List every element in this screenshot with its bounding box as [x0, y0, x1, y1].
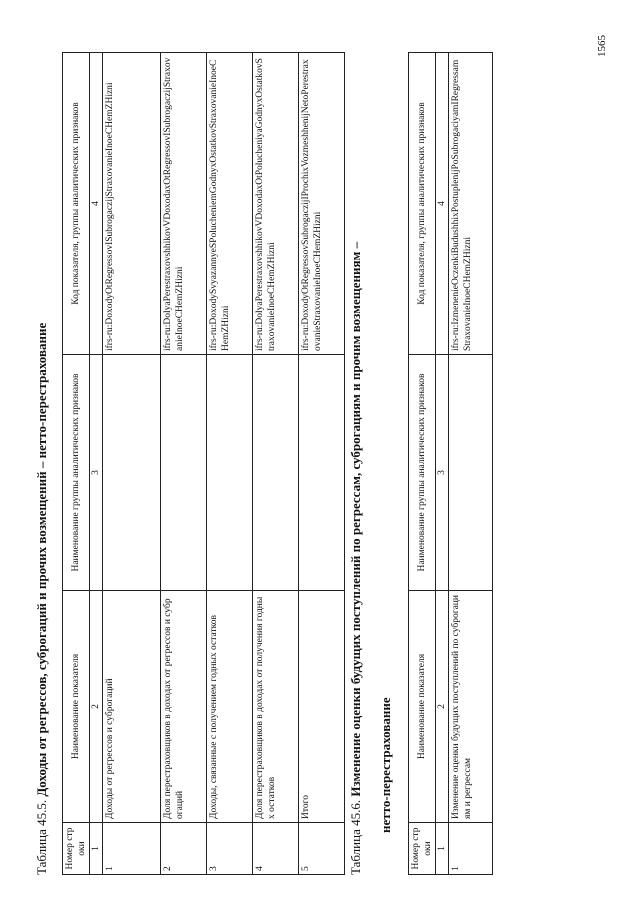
col-number: 3: [90, 355, 103, 591]
row-code: ifrs-ru:DoxodyOtRegressovSubrogaczijIProchixVozmeshhenijNetoPerestraxovanieStraxovanieInoeCHemZHizni: [299, 53, 345, 355]
header-row-number: Номер строки: [409, 823, 436, 875]
col-number: 4: [436, 53, 449, 355]
table1-header-row: [63, 53, 90, 875]
row-code: ifrs-ru:IzmenenieOczenkiBudushhixPostuplenijPoSubrogaciyamIRegressamStraxovanieInoeCHemZHizni: [449, 53, 493, 355]
table-row: [161, 53, 207, 875]
table2-caption-prefix: Таблица 45.6.: [348, 799, 363, 875]
header-code: Код показателя, группы аналитических признаков: [409, 53, 436, 355]
row-name: Изменение оценки будущих поступлений по суброгациям и регрессам: [449, 591, 493, 823]
col-number: 4: [90, 53, 103, 355]
rotated-page: [30, 30, 610, 875]
table2-column-numbers: [436, 53, 449, 875]
table-row: [207, 53, 253, 875]
row-name: Итого: [299, 591, 345, 823]
table1-caption: [34, 30, 50, 875]
table2-caption: [348, 30, 394, 875]
row-number: 5: [299, 823, 345, 875]
row-name: Доля перестраховщиков в доходах от регрессов и суброгаций: [161, 591, 207, 823]
header-indicator-name: Наименование показателя: [409, 591, 436, 823]
row-group: [253, 355, 299, 591]
row-code: ifrs-ru:DoxodyOtRegressovISubrogaczijStraxovanieInoeCHemZHizni: [103, 53, 161, 355]
row-number: 1: [103, 823, 161, 875]
header-group-name: Наименование группы аналитических признаков: [409, 355, 436, 591]
table1-caption-prefix: Таблица 45.5.: [34, 799, 49, 875]
table2: [408, 52, 493, 875]
row-code: ifrs-ru:DolyaPerestraxovshhikovVDoxodaxOtRegressovISubrogaczijStraxovanieInoeCHemZHizni: [161, 53, 207, 355]
col-number: 1: [90, 823, 103, 875]
row-number: 4: [253, 823, 299, 875]
row-number: 2: [161, 823, 207, 875]
table-row: [449, 53, 493, 875]
header-row-number: Номер строки: [63, 823, 90, 875]
col-number: 2: [436, 591, 449, 823]
header-indicator-name: Наименование показателя: [63, 591, 90, 823]
row-name: Доля перестраховщиков в доходах от получения годных остатков: [253, 591, 299, 823]
col-number: 1: [436, 823, 449, 875]
table2-caption-title-line2: нетто-перестрахование: [378, 697, 393, 833]
table1-caption-title: Доходы от регрессов, суброгаций и прочих возмещений – нетто-перестрахование: [34, 322, 49, 797]
page-number: 1565: [596, 35, 608, 57]
table-row: [103, 53, 161, 875]
row-group: [207, 355, 253, 591]
header-code: Код показателя, группы аналитических признаков: [63, 53, 90, 355]
col-number: 2: [90, 591, 103, 823]
table1: [62, 52, 345, 875]
row-group: [449, 355, 493, 591]
row-number: 1: [449, 823, 493, 875]
row-name: Доходы, связанные с получением годных остатков: [207, 591, 253, 823]
table2-caption-title-line1: Изменение оценки будущих поступлений по регрессам, суброгациям и прочим возмещениям –: [348, 241, 363, 797]
row-code: ifrs-ru:DoxodySvyazannyeSPolucheniemGodnyxOstatkovStraxovanieInoeCHemZHizni: [207, 53, 253, 355]
table2-header-row: [409, 53, 436, 875]
table-row: [299, 53, 345, 875]
row-code: ifrs-ru:DolyaPerestraxovshhikovVDoxodaxOtPolucheniyaGodnyxOstatkovStraxovanieInoeCHemZHizni: [253, 53, 299, 355]
table1-column-numbers: [90, 53, 103, 875]
row-group: [299, 355, 345, 591]
row-group: [161, 355, 207, 591]
header-group-name: Наименование группы аналитических признаков: [63, 355, 90, 591]
row-name: Доходы от регрессов и суброгаций: [103, 591, 161, 823]
col-number: 3: [436, 355, 449, 591]
row-number: 3: [207, 823, 253, 875]
row-group: [103, 355, 161, 591]
table-row: [253, 53, 299, 875]
